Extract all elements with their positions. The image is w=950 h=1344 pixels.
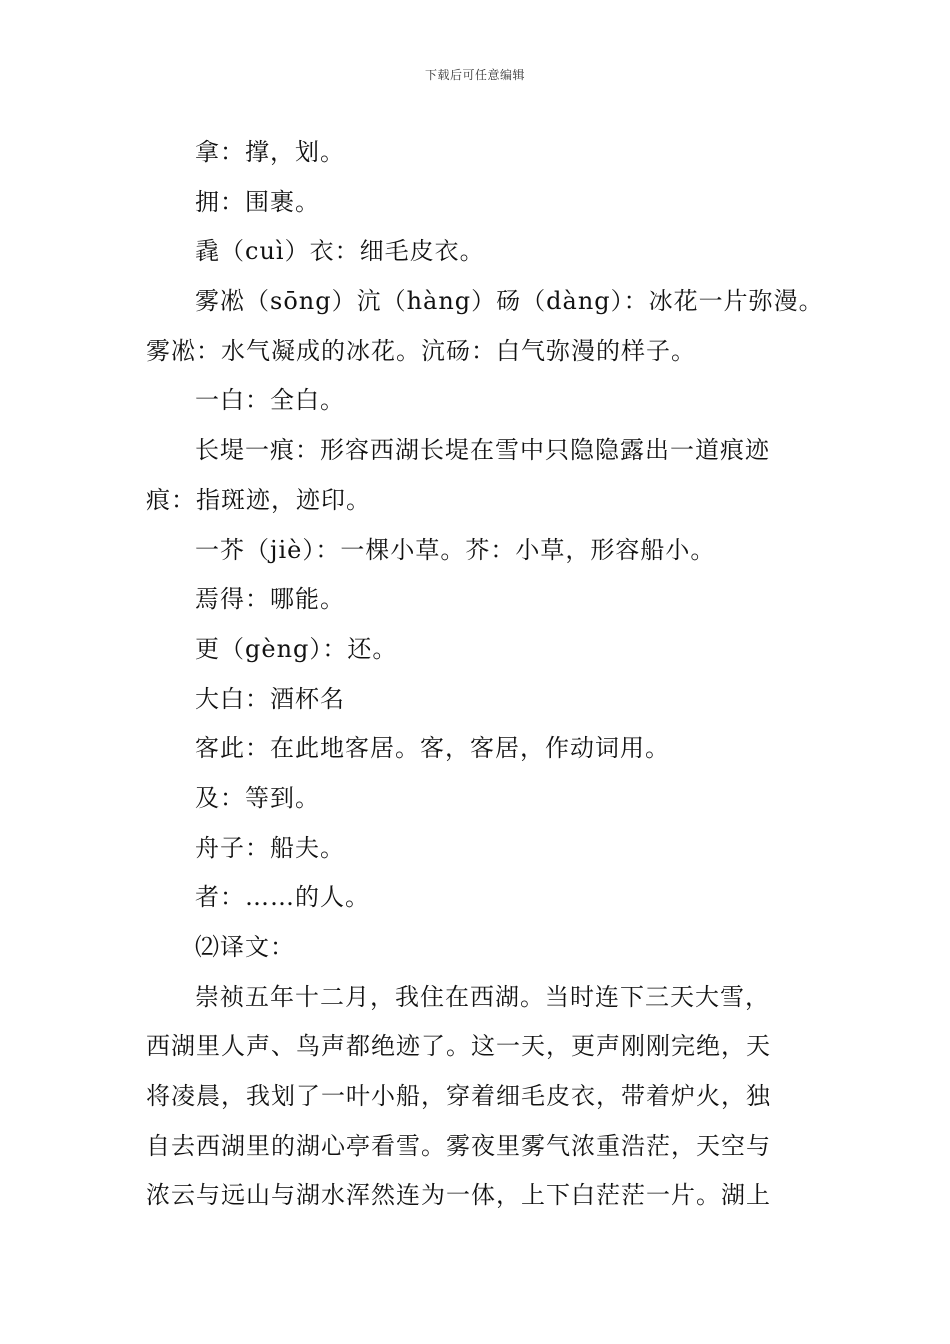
section-heading: ⑵译文： — [195, 933, 295, 961]
annotation-line: 拥：围裹。 — [195, 187, 320, 216]
translation-line: 浓云与远山与湖水浑然连为一体，上下白茫茫一片。湖上 — [146, 1181, 771, 1210]
annotation-line: 毳（cuì）衣：细毛皮衣。 — [195, 237, 485, 266]
annotation-line: 雾凇（sōng）沆（hàng）砀（dàng）：冰花一片弥漫。 — [195, 287, 824, 316]
annotation-line: 一白：全白。 — [195, 386, 345, 415]
annotation-line: 痕：指斑迹，迹印。 — [146, 485, 371, 514]
annotation-line: 更（gèng）：还。 — [195, 634, 398, 663]
translation-line: 自去西湖里的湖心亭看雪。雾夜里雾气浓重浩茫，天空与 — [146, 1131, 771, 1160]
translation-line: 西湖里人声、鸟声都绝迹了。这一天，更声刚刚完绝，天 — [146, 1032, 771, 1061]
annotation-line: 客此：在此地客居。客，客居，作动词用。 — [195, 734, 670, 763]
page-header: 下载后可任意编辑 — [424, 68, 525, 82]
annotation-line: 焉得：哪能。 — [195, 585, 345, 614]
annotation-line: 拿：撑，划。 — [195, 138, 345, 166]
annotation-line: 者：……的人。 — [195, 883, 370, 912]
annotation-line: 一芥（jiè）：一棵小草。芥：小草，形容船小。 — [195, 535, 716, 564]
annotation-line: 舟子：船夫。 — [195, 833, 345, 862]
annotation-line: 大白：酒杯名 — [195, 684, 345, 713]
translation-line: 将凌晨，我划了一叶小船，穿着细毛皮衣，带着炉火，独 — [146, 1082, 771, 1111]
document-body — [146, 128, 824, 1221]
annotation-line: 及：等到。 — [195, 783, 320, 812]
translation-line: 崇祯五年十二月，我住在西湖。当时连下三天大雪， — [195, 982, 770, 1011]
annotation-line: 雾凇：水气凝成的冰花。沆砀：白气弥漫的样子。 — [146, 336, 696, 365]
annotation-line: 长堤一痕：形容西湖长堤在雪中只隐隐露出一道痕迹 — [195, 436, 770, 465]
